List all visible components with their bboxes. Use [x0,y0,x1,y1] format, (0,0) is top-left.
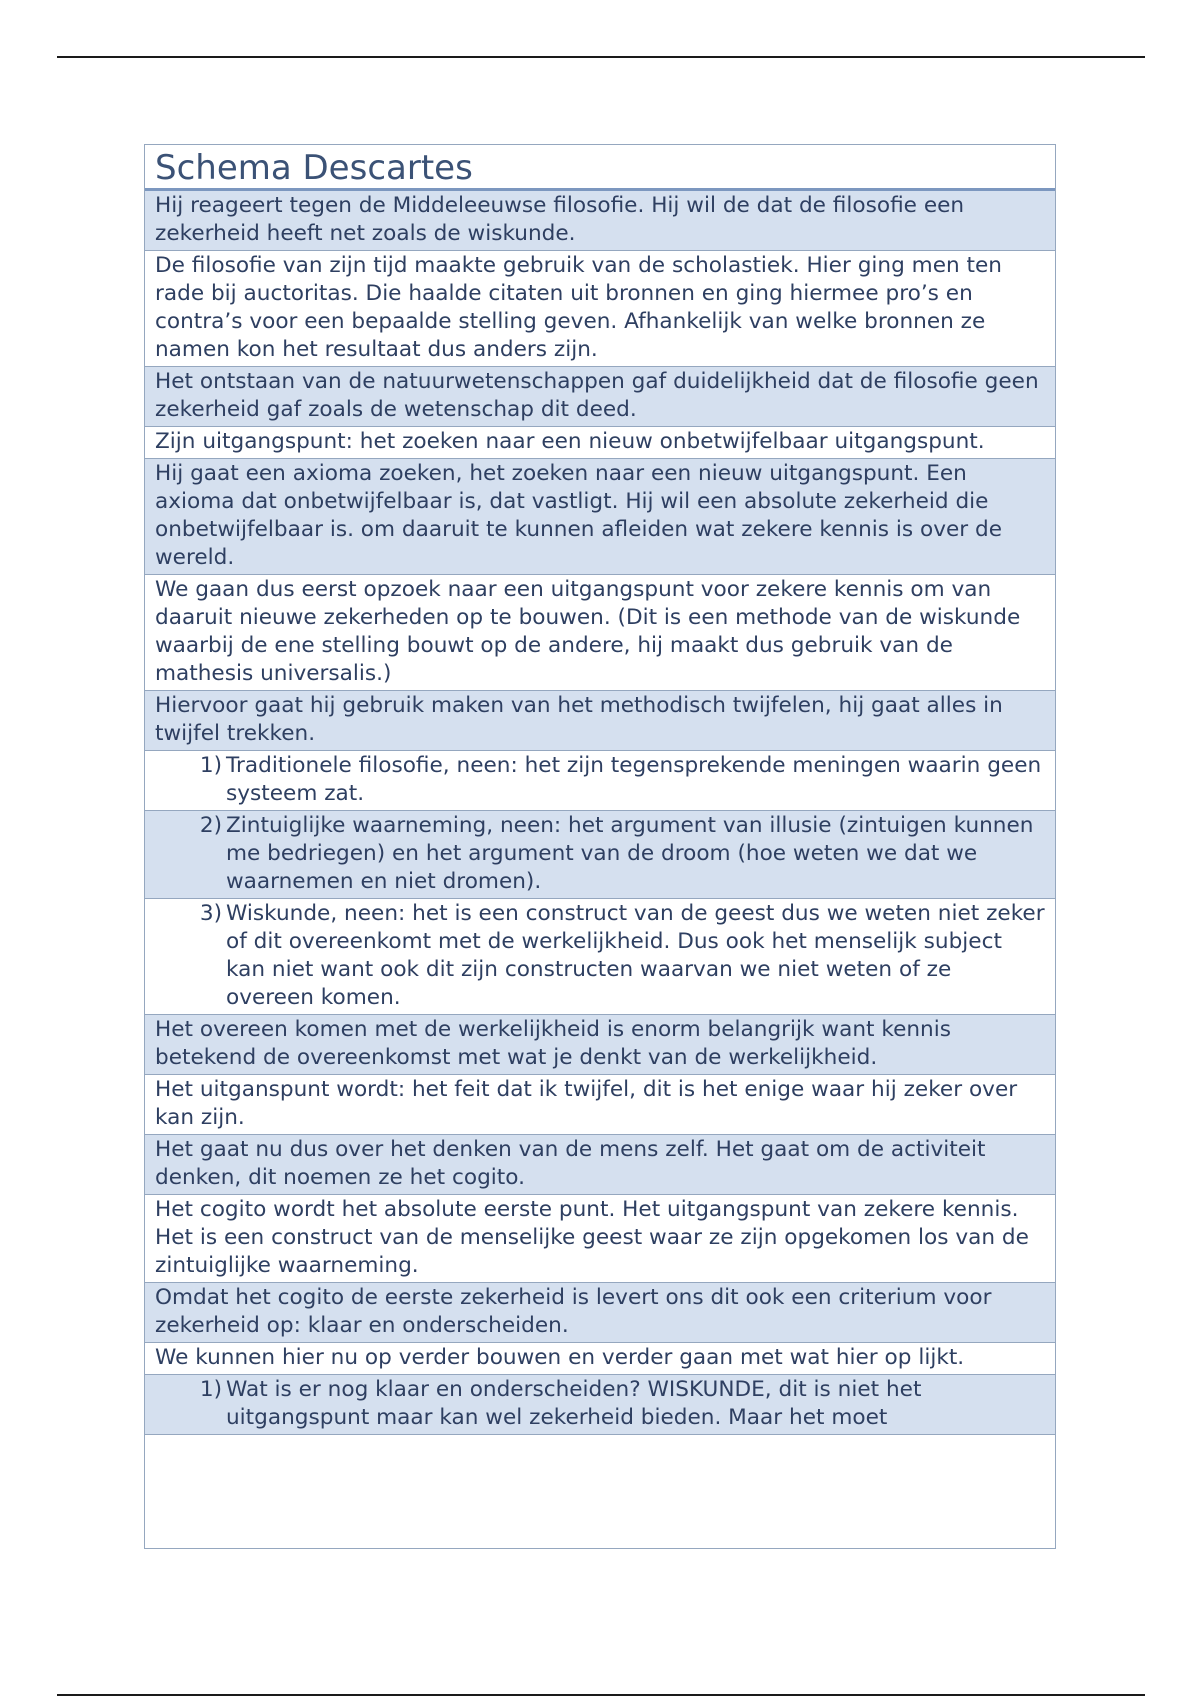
list-text: Zintuiglijke waarneming, neen: het argument van illusie (zintuigen kunnen me bedriegen) en het argument van de droom (hoe weten we dat we waarnemen en niet dromen). [226,813,1034,894]
list-number: 1) [199,753,222,778]
schema-list-row [145,811,1055,899]
header-rule [57,56,1145,58]
schema-row: Het uitganspunt wordt: het feit dat ik twijfel, dit is het enige waar hij zeker over kan zijn. [145,1075,1055,1135]
schema-row: Hij gaat een axioma zoeken, het zoeken naar een nieuw uitgangspunt. Een axioma dat onbetwijfelbaar is, dat vastligt. Hij wil een absolute zekerheid die onbetwijfelbaar is. om daaruit te kunnen afleiden wat zekere kennis is over de wereld. [145,459,1055,575]
schema-row: Zijn uitgangspunt: het zoeken naar een nieuw onbetwijfelbaar uitgangspunt. [145,427,1055,459]
schema-table [144,144,1056,1549]
schema-list-row [145,899,1055,1015]
schema-row: Omdat het cogito de eerste zekerheid is levert ons dit ook een criterium voor zekerheid op: klaar en onderscheiden. [145,1283,1055,1343]
schema-row: Het ontstaan van de natuurwetenschappen gaf duidelijkheid dat de filosofie geen zekerheid gaf zoals de wetenschap dit deed. [145,367,1055,427]
list-text: Wiskunde, neen: het is een construct van de geest dus we weten niet zeker of dit overeenkomt met de werkelijkheid. Dus ook het menselijk subject kan niet want ook dit zijn constructen waarvan we niet weten of ze overeen komen. [226,901,1045,1010]
schema-row: De filosofie van zijn tijd maakte gebruik van de scholastiek. Hier ging men ten rade bij auctoritas. Die haalde citaten uit bronnen en ging hiermee pro’s en contra’s voor een bepaalde stelling geven. Afhankelijk van welke bronnen ze namen kon het resultaat dus anders zijn. [145,251,1055,367]
schema-row: We kunnen hier nu op verder bouwen en verder gaan met wat hier op lijkt. [145,1343,1055,1375]
list-number: 3) [199,901,222,926]
schema-row: We gaan dus eerst opzoek naar een uitgangspunt voor zekere kennis om van daaruit nieuwe zekerheden op te bouwen. (Dit is een methode van de wiskunde waarbij de ene stelling bouwt op de andere, hij maakt dus gebruik van de mathesis universalis.) [145,575,1055,691]
schema-row: Het overeen komen met de werkelijkheid is enorm belangrijk want kennis betekend de overeenkomst met wat je denkt van de werkelijkheid. [145,1015,1055,1075]
schema-list-row [145,751,1055,811]
list-text: Traditionele filosofie, neen: het zijn tegensprekende meningen waarin geen systeem zat. [226,753,1042,806]
schema-row: Het cogito wordt het absolute eerste punt. Het uitgangspunt van zekere kennis. Het is een construct van de menselijke geest waar ze zijn opgekomen los van de zintuiglijke waarneming. [145,1195,1055,1283]
schema-row: Het gaat nu dus over het denken van de mens zelf. Het gaat om de activiteit denken, dit noemen ze het cogito. [145,1135,1055,1195]
footer-rule [57,1694,1145,1696]
schema-title: Schema Descartes [145,145,1055,191]
schema-row: Hij reageert tegen de Middeleeuwse filosofie. Hij wil de dat de filosofie een zekerheid heeft net zoals de wiskunde. [145,191,1055,251]
schema-list-row [145,1375,1055,1435]
list-number: 2) [199,813,222,838]
list-text: Wat is er nog klaar en onderscheiden? WISKUNDE, dit is niet het uitgangspunt maar kan wel zekerheid bieden. Maar het moet [226,1377,922,1430]
schema-row: Hiervoor gaat hij gebruik maken van het methodisch twijfelen, hij gaat alles in twijfel trekken. [145,691,1055,751]
list-number: 1) [199,1377,222,1402]
